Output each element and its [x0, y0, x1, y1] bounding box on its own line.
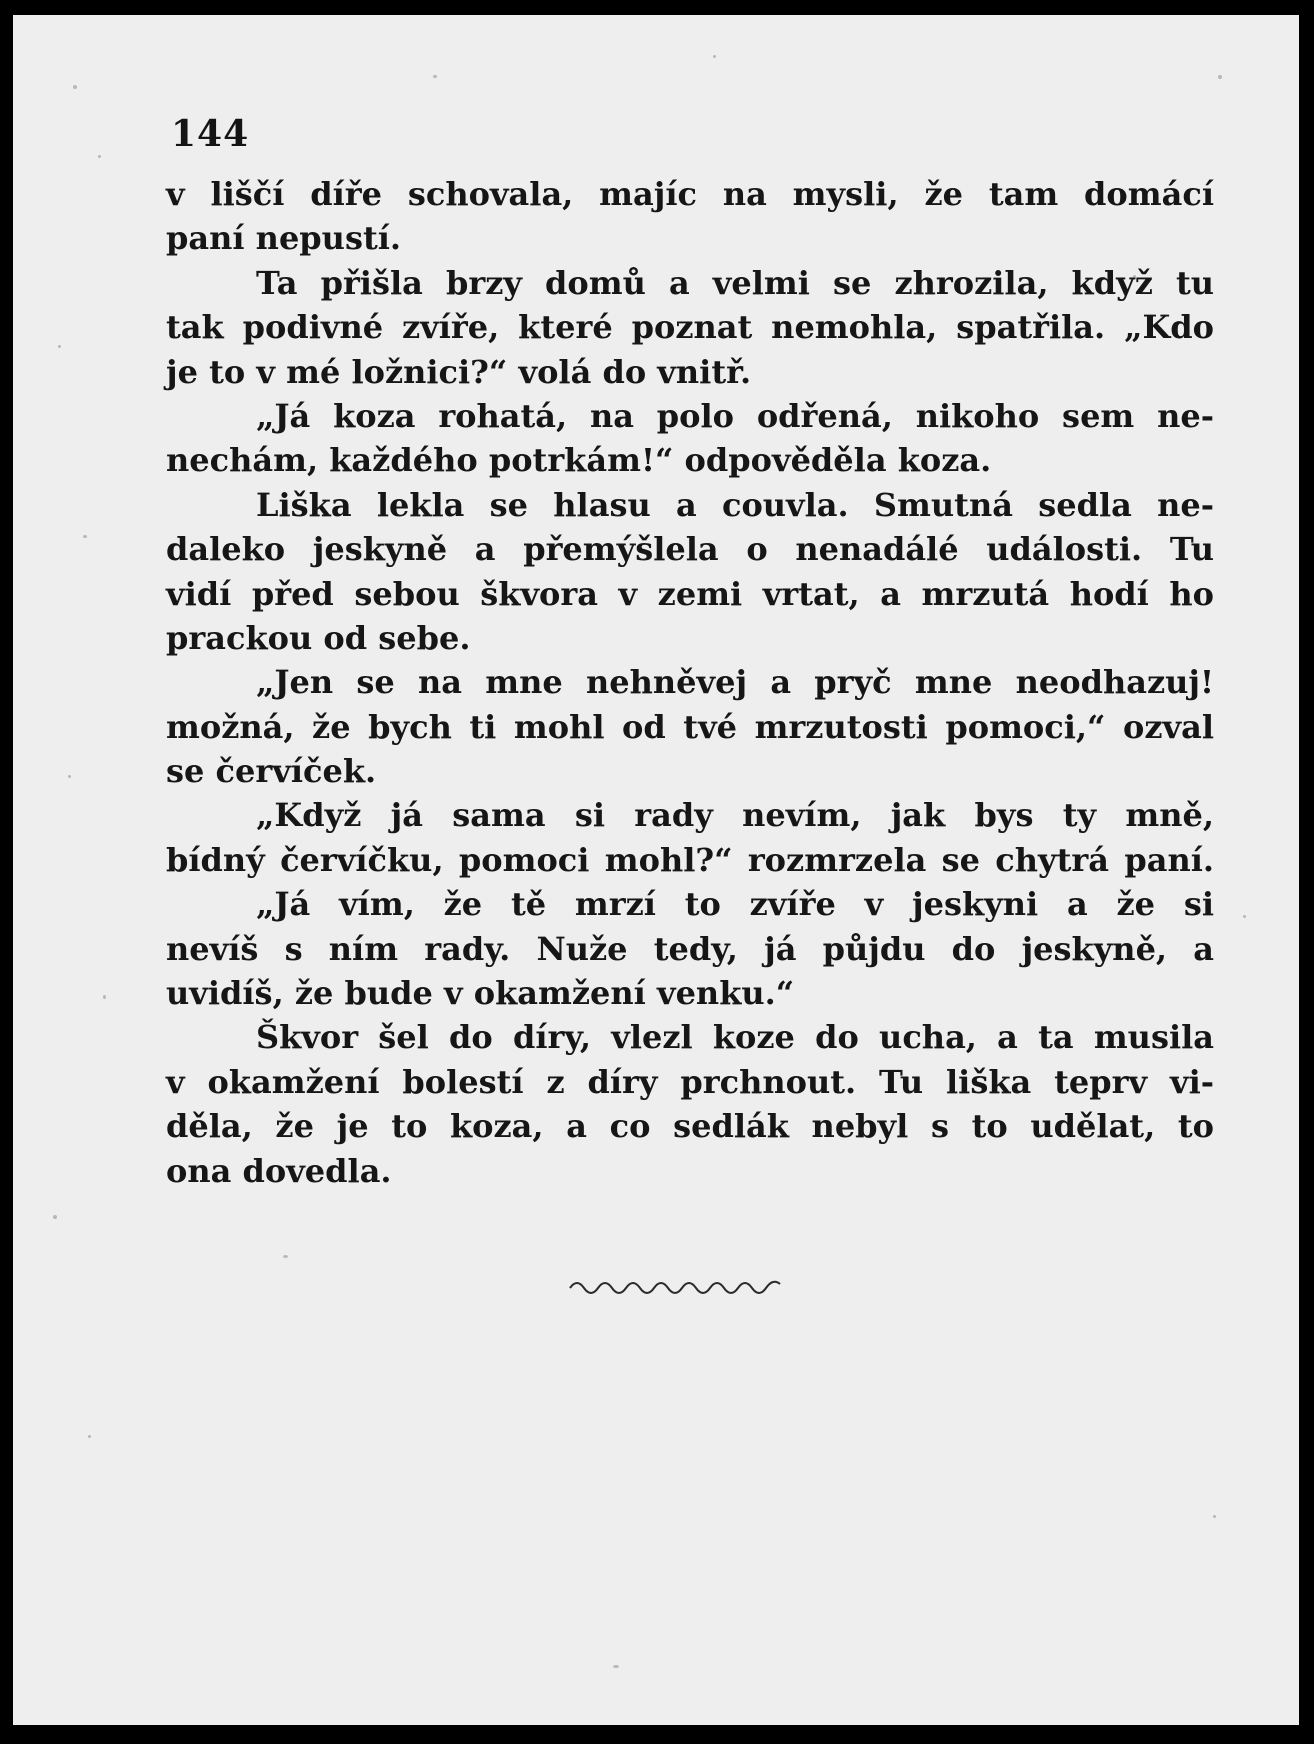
paragraph-2: [166, 261, 1214, 394]
book-page: [13, 15, 1299, 1725]
text-line: se červíček.: [166, 752, 377, 791]
wavy-line-ornament: [568, 1270, 788, 1300]
text-line: „Když já sama si rady nevím, jak bys ty mně,: [256, 796, 1214, 835]
text-line: bídný červíčku, pomoci mohl?“ rozmrzela se chytrá paní.: [166, 840, 1214, 879]
text-line: v okamžení bolestí z díry prchnout. Tu liška teprv vi-: [166, 1062, 1214, 1101]
page-number: 144: [171, 113, 250, 155]
paragraph-7: [166, 882, 1214, 1015]
text-line: nevíš s ním rady. Nuže tedy, já půjdu do jeskyně, a: [166, 929, 1214, 968]
text-line: v liščí díře schovala, majíc na mysli, že tam domácí: [166, 175, 1214, 213]
paragraph-3: [166, 394, 1214, 483]
text-line: Liška lekla se hlasu a couvla. Smutná sedla ne-: [256, 485, 1214, 524]
paragraph-8: [166, 1015, 1214, 1193]
paragraph-4: [166, 483, 1214, 661]
paragraph-5: [166, 660, 1214, 793]
text-line: nechám, každého potrkám!“ odpověděla koza.: [166, 441, 992, 480]
paragraph-6: [166, 793, 1214, 882]
text-line: vidí před sebou škvora v zemi vrtat, a mrzutá hodí ho: [166, 574, 1214, 613]
text-line: prackou od sebe.: [166, 618, 471, 657]
text-line: ona dovedla.: [166, 1151, 392, 1190]
text-line: paní nepustí.: [166, 219, 402, 258]
text-line: Ta přišla brzy domů a velmi se zhrozila, když tu: [256, 263, 1214, 302]
text-line: je to v mé ložnici?“ volá do vnitř.: [166, 352, 752, 391]
text-line: možná, že bych ti mohl od tvé mrzutosti pomoci,“ ozval: [166, 707, 1214, 746]
text-line: „Já koza rohatá, na polo odřená, nikoho sem ne-: [256, 396, 1214, 435]
paragraph-1: [166, 172, 1214, 261]
text-line: daleko jeskyně a přemýšlela o nenadálé události. Tu: [166, 530, 1214, 569]
text-line: uvidíš, že bude v okamžení venku.“: [166, 974, 795, 1013]
text-line: tak podivné zvíře, které poznat nemohla, spatřila. „Kdo: [166, 308, 1214, 347]
text-line: „Já vím, že tě mrzí to zvíře v jeskyni a že si: [256, 885, 1214, 924]
text-line: děla, že je to koza, a co sedlák nebyl s to udělat, to: [166, 1107, 1214, 1146]
text-line: Škvor šel do díry, vlezl koze do ucha, a ta musila: [256, 1018, 1214, 1057]
text-line: „Jen se na mne nehněvej a pryč mne neodhazuj!: [256, 663, 1214, 702]
body-text: [166, 172, 1214, 1193]
